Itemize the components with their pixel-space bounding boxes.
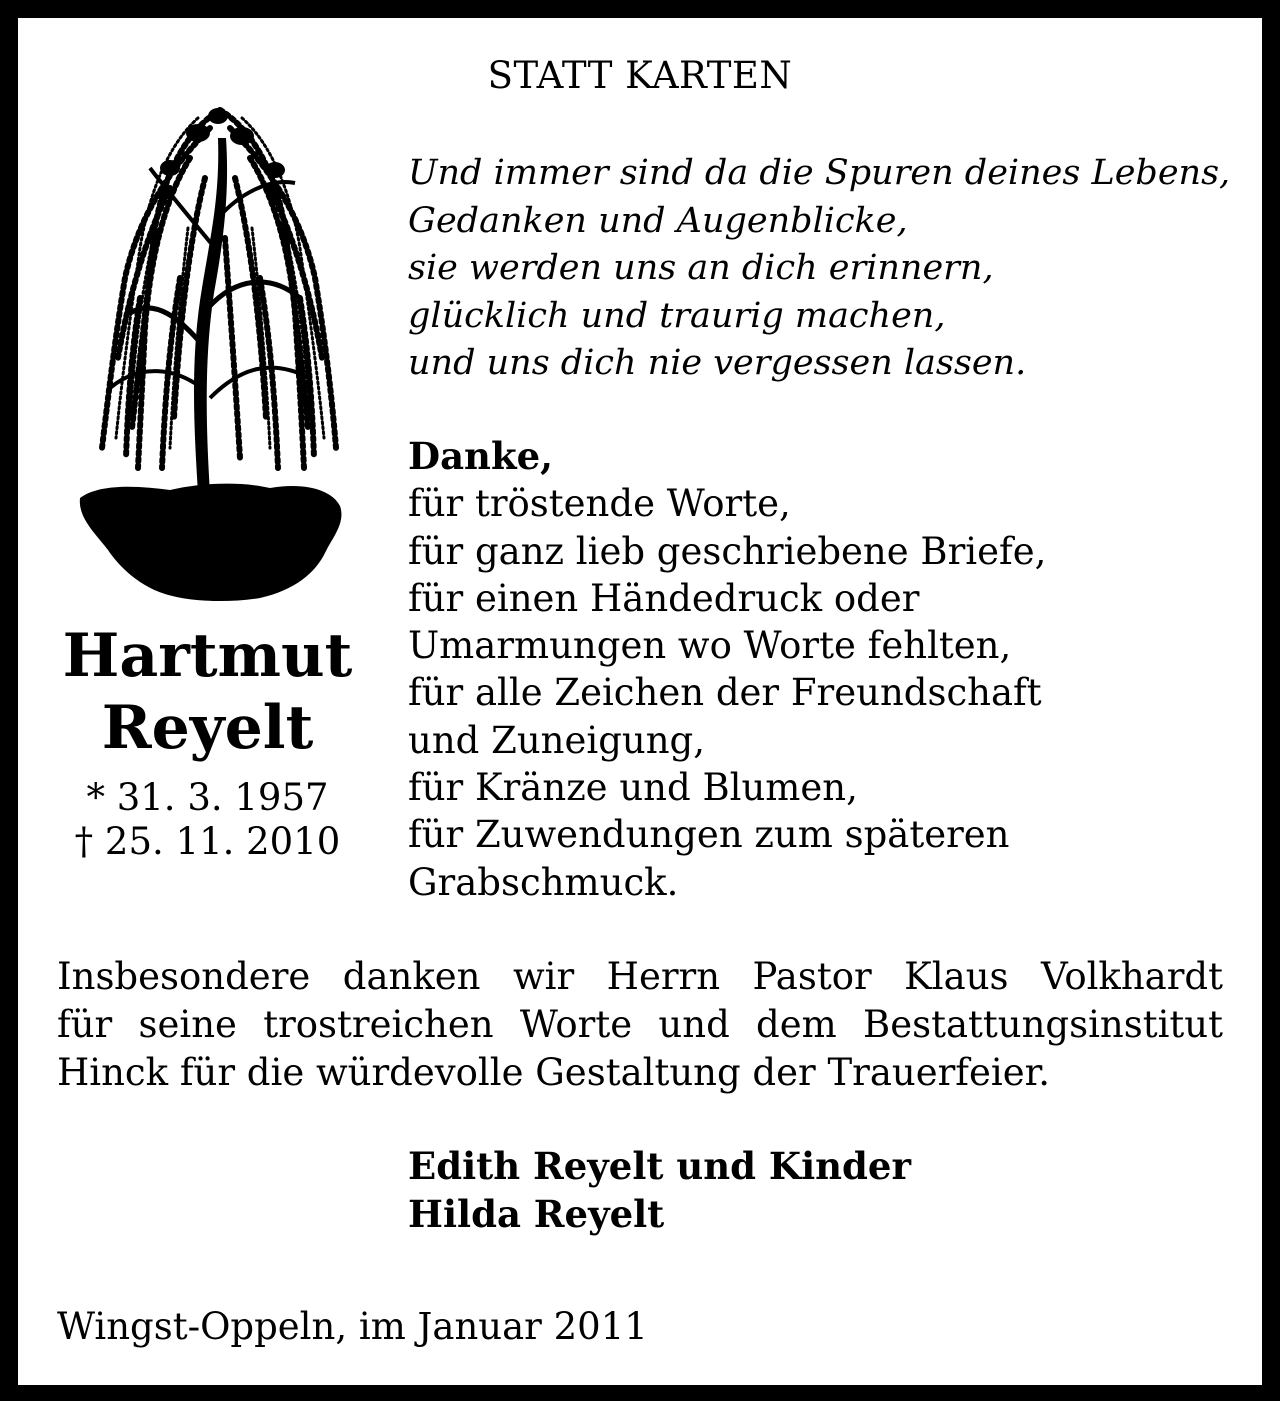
special-thanks-line: für seine trostreichen Worte und dem Bestattungsinstitut — [57, 1003, 1223, 1046]
thanks-line: Umarmungen wo Worte fehlten, — [408, 624, 1012, 668]
poem-line: Gedanken und Augenblicke, — [408, 200, 908, 241]
thanks-line: für einen Händedruck oder — [408, 576, 920, 620]
thanks-line: für alle Zeichen der Freundschaft — [408, 671, 1042, 715]
birth-date: * 31. 3. 1957 — [86, 776, 329, 819]
death-date: † 25. 11. 2010 — [74, 820, 341, 863]
poem-line: und uns dich nie vergessen lassen. — [408, 343, 1027, 383]
poem — [408, 150, 1248, 388]
deceased-first-name: Hartmut — [62, 621, 353, 691]
thanks-line: für Zuwendungen zum späteren — [408, 813, 1010, 857]
signer-line: Hilda Reyelt — [408, 1192, 665, 1236]
thanks-line: Grabschmuck. — [408, 860, 679, 904]
thanks-heading: Danke, — [408, 434, 554, 478]
thanks-line: und Zuneigung, — [408, 718, 705, 762]
special-thanks — [57, 953, 1223, 1097]
notice-header: STATT KARTEN — [487, 54, 793, 97]
weeping-willow-icon — [70, 98, 350, 603]
poem-line: sie werden uns an dich erinnern, — [408, 248, 994, 288]
signers — [408, 1142, 911, 1238]
thanks-section — [408, 433, 1248, 906]
poem-line: Und immer sind da die Spuren deines Lebens, — [408, 153, 1231, 193]
thanks-line: für ganz lieb geschriebene Briefe, — [408, 529, 1047, 573]
thanks-line: für tröstende Worte, — [408, 482, 791, 526]
signer-line: Edith Reyelt und Kinder — [408, 1144, 911, 1188]
thanks-line: für Kränze und Blumen, — [408, 766, 858, 810]
special-thanks-line: Hinck für die würdevolle Gestaltung der Trauerfeier. — [57, 1051, 1051, 1094]
deceased-block — [55, 620, 360, 864]
special-thanks-line: Insbesondere danken wir Herrn Pastor Klaus Volkhardt — [57, 955, 1223, 998]
poem-line: glücklich und traurig machen, — [408, 295, 946, 336]
deceased-last-name: Reyelt — [101, 693, 314, 763]
place-date: Wingst-Oppeln, im Januar 2011 — [57, 1305, 648, 1348]
life-dates — [55, 776, 360, 864]
